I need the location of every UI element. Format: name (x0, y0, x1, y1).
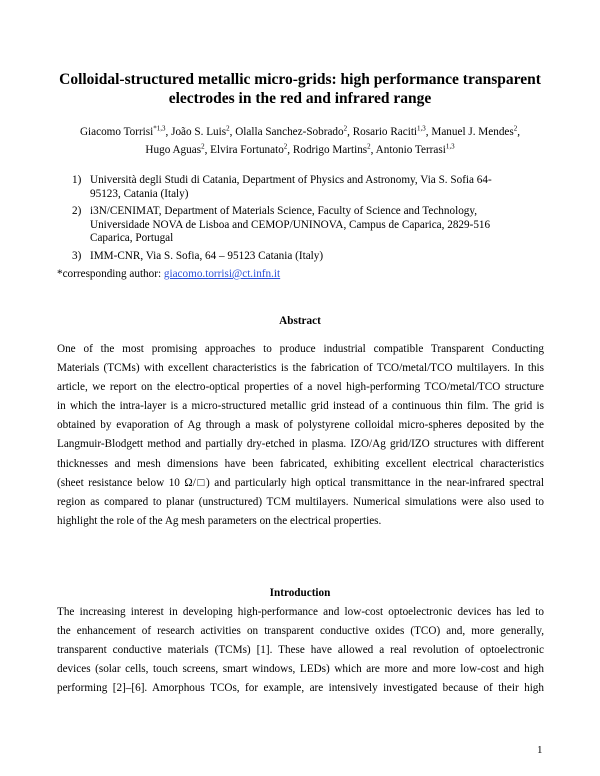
text-line: highlight the role of the Ag mesh parameters on the electrical properties. (57, 514, 382, 527)
affiliation-number: 3) (72, 249, 82, 262)
author-name: Hugo Aguas (145, 144, 202, 156)
text-line: transparent conductive materials (TCMs) [1]. These have allowed a real revolution of optoelectronic (57, 644, 544, 657)
text-line: performing [2]–[6]. Amorphous TCOs, for example, are intensively investigated because of their high (57, 682, 544, 695)
affiliation-line: i3N/CENIMAT, Department of Materials Science, Faculty of Science and Technology, (90, 205, 478, 217)
author-affiliation-marker: 2 (343, 124, 348, 133)
author-name: Manuel J. Mendes (431, 126, 514, 138)
affiliation-line: Caparica, Portugal (90, 232, 174, 244)
author-separator: , (370, 144, 376, 156)
introduction-heading: Introduction (269, 587, 331, 599)
text-line: (sheet resistance below 10 Ω/□) and particularly high optical transmittance in the near-infrared spectral (57, 476, 544, 489)
text-line: in which the intra-layer is a micro-structured metallic grid instead of a continuous thin film. The grid is (57, 400, 544, 413)
author-affiliation-marker: 2 (283, 142, 288, 151)
author-name: Rosario Raciti (352, 126, 418, 138)
author-separator: , (287, 144, 293, 156)
author-affiliation-marker: 1,3 (417, 124, 426, 133)
affiliation-line: Università degli Studi di Catania, Department of Physics and Astronomy, Via S. Sofia 64- (90, 174, 492, 186)
affiliation-item (72, 174, 542, 201)
text-line: One of the most promising approaches to produce industrial compatible Transparent Conducting (57, 343, 544, 355)
text-line: the enhancement of research activities on transparent conductive oxides (TCO) and, more generally, (57, 625, 544, 638)
author-affiliation-marker: 2 (513, 124, 518, 133)
abstract-text (57, 340, 544, 531)
author-list (40, 123, 560, 159)
author-affiliation-marker: 2 (201, 142, 205, 151)
corresponding-label: *corresponding author: (57, 268, 164, 280)
author-affiliation-marker: *1,3 (153, 124, 166, 133)
text-line: The increasing interest in developing high-performance and low-cost optoelectronic devices has led to (57, 606, 544, 618)
corresponding-author (57, 268, 280, 280)
title-line-2: electrodes in the red and infrared range (168, 90, 432, 107)
author-separator: , (347, 126, 353, 138)
affiliation-list (72, 174, 542, 267)
affiliation-line: Universidade NOVA de Lisboa and CEMOP/UNINOVA, Campus de Caparica, 2829-516 (90, 218, 491, 231)
text-line: obtained by evaporation of Ag through a mask of polystyrene colloidal micro-spheres deposited by the (57, 419, 544, 432)
text-line: region as compared to planar (unstructured) TCM multilayers. Numerical simulations were also used to (57, 495, 544, 508)
introduction-text (57, 603, 544, 698)
author-line-1 (40, 123, 560, 141)
author-name: Rodrigo Martins (292, 144, 368, 156)
affiliation-number: 1) (72, 174, 82, 186)
abstract-heading: Abstract (279, 315, 321, 327)
affiliation-item (72, 250, 542, 264)
author-line-2 (40, 141, 560, 159)
author-separator: , (517, 126, 521, 138)
text-line: article, we report on the electro-optical properties of a novel high-performing TCO/metal/TCO structure (57, 381, 544, 394)
author-separator: , (229, 126, 236, 138)
author-separator: , (425, 126, 432, 138)
author-name: Giacomo Torrisi (79, 126, 154, 138)
page-number: 1 (537, 744, 543, 756)
paper-title (40, 70, 560, 108)
text-line: devices (solar cells, touch screens, smart windows, LEDs) which are more and more low-cost and high (57, 663, 544, 676)
author-separator: , (165, 126, 172, 138)
author-name: Elvira Fortunato (210, 144, 284, 156)
author-name: Olalla Sanchez-Sobrado (235, 126, 344, 138)
corresponding-email-link[interactable]: giacomo.torrisi@ct.infn.it (163, 268, 281, 280)
author-affiliation-marker: 2 (367, 142, 371, 151)
author-affiliation-marker: 2 (226, 124, 230, 133)
author-affiliation-marker: 1,3 (445, 142, 455, 151)
text-line: Materials (TCMs) with excellent characteristics is the fabrication of TCO/metal/TCO multilayers. In this (57, 362, 544, 375)
title-line-1: Colloidal-structured metallic micro-grids: high performance transparent (59, 71, 541, 88)
affiliation-line: 95123, Catania (Italy) (90, 187, 189, 200)
affiliation-item (72, 205, 542, 246)
author-name: João S. Luis (171, 126, 227, 138)
text-line: Langmuir-Blodgett method and partially dry-etched in plasma. IZO/Ag grid/IZO structures with different (57, 438, 544, 451)
author-separator: , (204, 144, 211, 156)
affiliation-number: 2) (72, 205, 82, 217)
affiliation-line: IMM-CNR, Via S. Sofia, 64 – 95123 Catania (Italy) (90, 249, 324, 262)
text-line: thicknesses and mesh dimensions have been fabricated, exhibiting excellent electrical characteristics (57, 457, 544, 470)
author-name: Antonio Terrasi (375, 144, 446, 156)
